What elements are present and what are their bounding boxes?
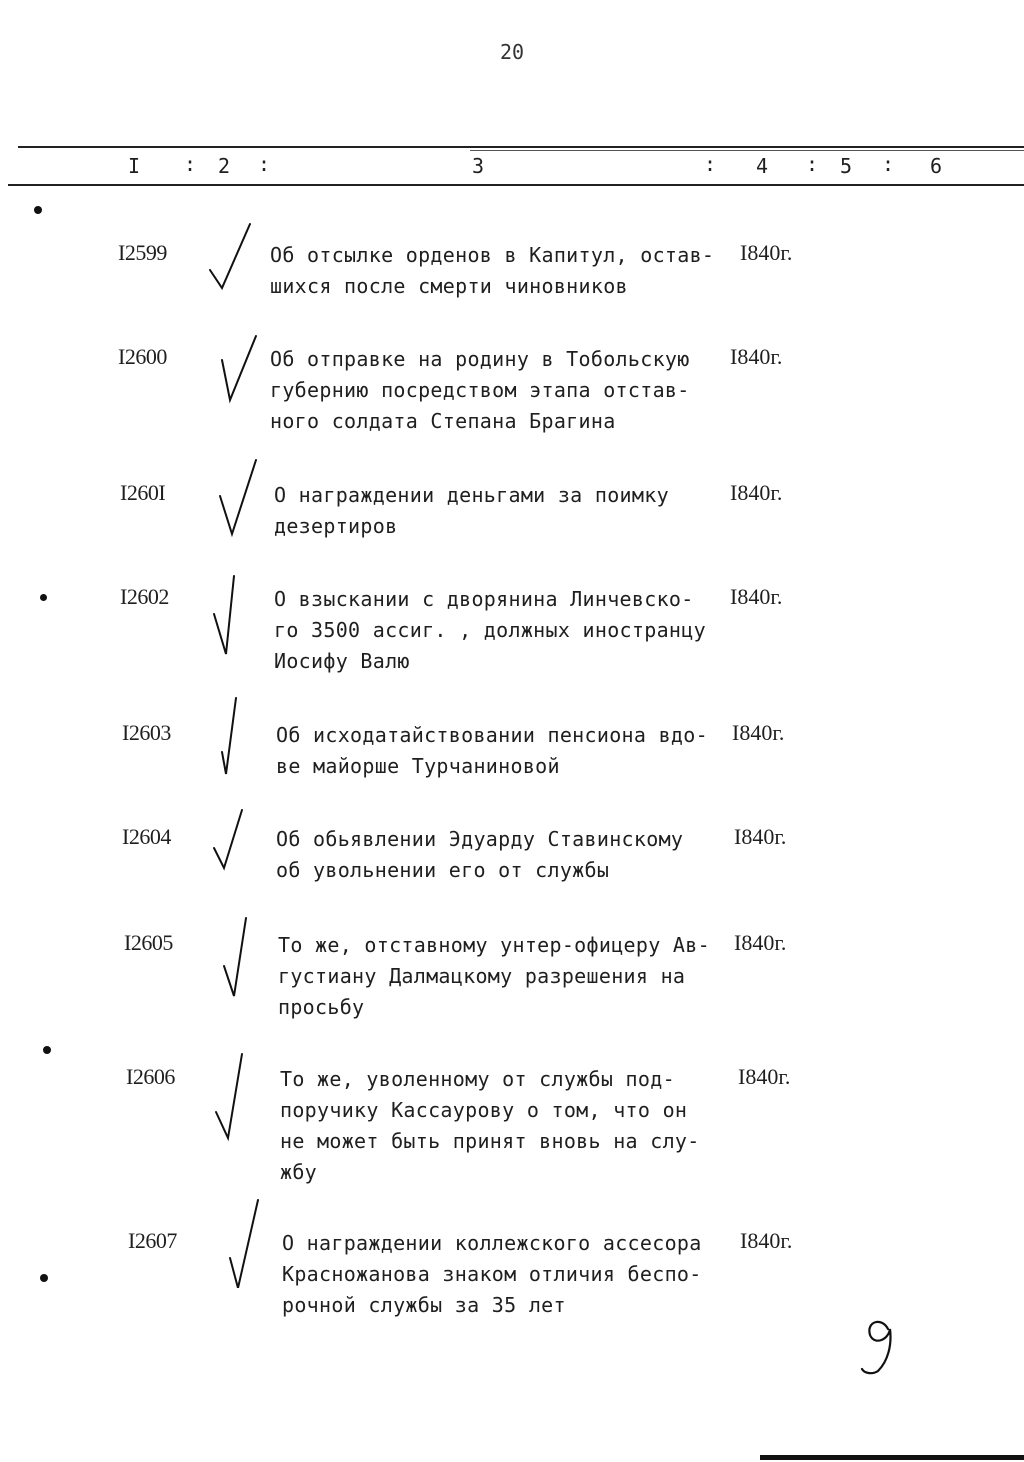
checkmark-icon: [200, 572, 272, 662]
entry-line: шихся после смерти чиновников: [270, 274, 628, 298]
binding-hole-mark: [34, 206, 42, 214]
entry-number: I2603: [122, 720, 171, 745]
entry-line: жбу: [280, 1160, 318, 1184]
entry-number: I2607: [128, 1228, 177, 1253]
entry-line: О награждении коллежского ассесора: [282, 1231, 702, 1255]
binding-hole-mark: [40, 594, 47, 601]
checkmark-icon: [200, 1198, 272, 1288]
entry-description: [274, 480, 724, 542]
binding-hole-mark: [43, 1046, 51, 1054]
entry-line: поручику Кассаурову о том, что он: [280, 1098, 688, 1122]
entry-description: [276, 824, 726, 886]
entry-line: То же, отставному унтер-офицеру Ав-: [278, 933, 710, 957]
checkmark-icon: [200, 808, 272, 898]
entry-number: I2602: [120, 584, 169, 609]
column-header-1: I: [128, 154, 141, 178]
binding-hole-mark: [40, 1274, 48, 1282]
entry-line: не может быть принят вновь на слу-: [280, 1129, 700, 1153]
entry-line: О взыскании с дворянина Линчевско-: [274, 587, 694, 611]
column-separator: :: [806, 152, 819, 176]
entry-year: I840г.: [730, 480, 783, 505]
column-header-5: 5: [840, 154, 853, 178]
header-rule: [8, 184, 1024, 186]
checkmark-icon: [200, 1052, 272, 1142]
entry-line: Об отправке на родину в Тобольскую: [270, 347, 690, 371]
column-separator: :: [258, 152, 271, 176]
handwritten-sheet-number: [858, 1315, 902, 1375]
column-header-2: 2: [218, 154, 231, 178]
entry-line: О награждении деньгами за поимку: [274, 483, 669, 507]
entry-line: ного солдата Степана Брагина: [270, 409, 616, 433]
entry-line: То же, уволенному от службы под-: [280, 1067, 675, 1091]
entry-line: Об отсылке орденов в Капитул, остав-: [270, 243, 715, 267]
entry-number: I2606: [126, 1064, 175, 1089]
entry-year: I840г.: [730, 344, 783, 369]
entry-number: I260I: [120, 480, 166, 505]
entry-line: просьбу: [278, 995, 365, 1019]
entry-year: I840г.: [730, 584, 783, 609]
entry-number: I2600: [118, 344, 167, 369]
entry-description: [278, 930, 728, 1023]
entry-year: I840г.: [740, 240, 793, 265]
entry-description: [280, 1064, 730, 1188]
entry-line: дезертиров: [274, 514, 398, 538]
checkmark-icon: [200, 456, 272, 546]
entry-year: I840г.: [740, 1228, 793, 1253]
entry-line: рочной службы за 35 лет: [282, 1293, 566, 1317]
entry-description: [276, 720, 726, 782]
checkmark-icon: [200, 218, 272, 308]
entry-year: I840г.: [732, 720, 785, 745]
column-separator: :: [184, 152, 197, 176]
column-separator: :: [882, 152, 895, 176]
entry-number: I2605: [124, 930, 173, 955]
entry-description: [270, 344, 720, 437]
column-header-6: 6: [930, 154, 943, 178]
page-number: 20: [500, 40, 525, 64]
top-rule-secondary: [470, 150, 1024, 151]
entry-year: I840г.: [738, 1064, 791, 1089]
column-header-4: 4: [756, 154, 769, 178]
column-separator: :: [704, 152, 717, 176]
entry-description: [270, 240, 720, 302]
entry-line: об увольнении его от службы: [276, 858, 610, 882]
checkmark-icon: [200, 330, 272, 420]
entry-line: губернию посредством этапа отстав-: [270, 378, 690, 402]
entry-line: го 3500 ассиг. , должных иностранцу: [274, 618, 706, 642]
column-header-row: [0, 152, 1024, 182]
checkmark-icon: [200, 916, 272, 1006]
entry-line: Иосифу Валю: [274, 649, 410, 673]
entry-line: Красножанова знаком отличия беспо-: [282, 1262, 702, 1286]
entry-number: I2604: [122, 824, 171, 849]
top-rule: [18, 146, 1024, 148]
entry-description: [282, 1228, 732, 1321]
entry-line: ве майорше Турчаниновой: [276, 754, 560, 778]
bottom-edge-mark: [760, 1455, 1024, 1460]
entry-line: Об исходатайствовании пенсиона вдо-: [276, 723, 708, 747]
entry-line: густиану Далмацкому разрешения на: [278, 964, 686, 988]
entry-description: [274, 584, 724, 677]
checkmark-icon: [200, 694, 272, 784]
entry-year: I840г.: [734, 930, 787, 955]
column-header-3: 3: [472, 154, 485, 178]
entry-line: Об обьявлении Эдуарду Ставинскому: [276, 827, 684, 851]
entry-year: I840г.: [734, 824, 787, 849]
entry-number: I2599: [118, 240, 167, 265]
